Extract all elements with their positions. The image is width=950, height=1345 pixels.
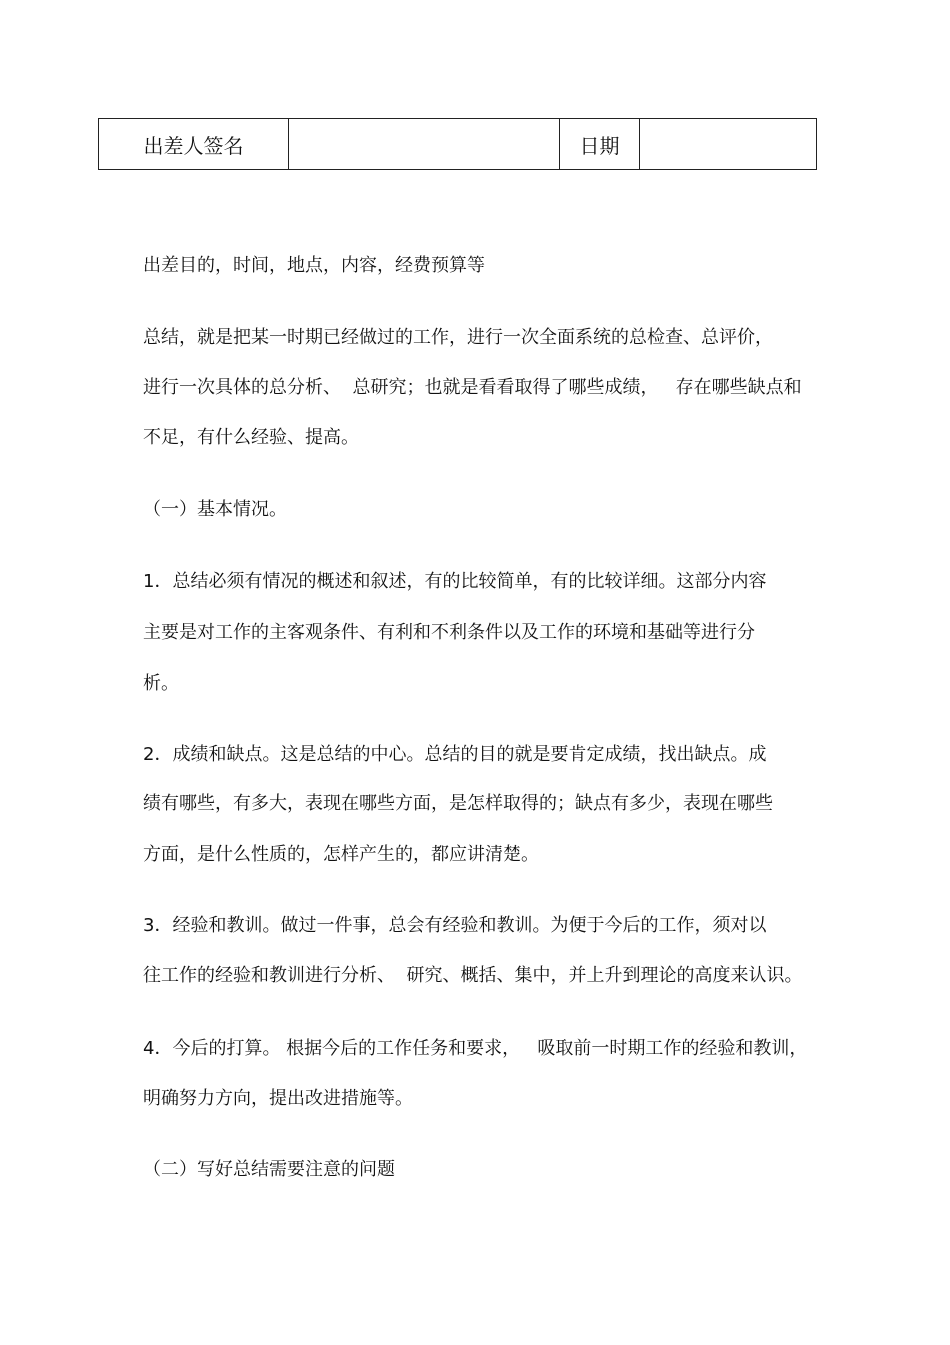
signer-field[interactable]	[289, 119, 560, 170]
item-1-line-3: 析。	[143, 673, 179, 694]
item-4-line-1: 4．今后的打算。 根据今后的工作任务和要求， 吸取前一时期工作的经验和教训，	[143, 1038, 808, 1059]
item-1-line-2: 主要是对工作的主客观条件、有利和不利条件以及工作的环境和基础等进行分	[143, 622, 755, 643]
date-label: 日期	[560, 119, 640, 170]
signature-table	[98, 118, 817, 170]
item-2-line-1: 2．成绩和缺点。这是总结的中心。总结的目的就是要肯定成绩，找出缺点。成	[143, 744, 767, 765]
intro-line-3: 不足，有什么经验、提高。	[143, 427, 359, 448]
item-2-line-3: 方面，是什么性质的，怎样产生的，都应讲清楚。	[143, 844, 539, 865]
date-field[interactable]	[640, 119, 817, 170]
signature-row	[99, 119, 817, 170]
item-1-line-1: 1．总结必须有情况的概述和叙述，有的比较简单，有的比较详细。这部分内容	[143, 571, 767, 592]
intro-line-2: 进行一次具体的总分析、 总研究；也就是看看取得了哪些成绩， 存在哪些缺点和	[143, 377, 802, 398]
section-heading-1: （一）基本情况。	[143, 499, 287, 520]
purpose-line: 出差目的，时间，地点，内容，经费预算等	[143, 255, 485, 276]
item-3-line-1: 3．经验和教训。做过一件事，总会有经验和教训。为便于今后的工作，须对以	[143, 915, 767, 936]
item-2-line-2: 绩有哪些，有多大，表现在哪些方面，是怎样取得的；缺点有多少，表现在哪些	[143, 793, 773, 814]
section-heading-2: （二）写好总结需要注意的问题	[143, 1159, 395, 1180]
intro-line-1: 总结，就是把某一时期已经做过的工作，进行一次全面系统的总检查、总评价，	[143, 327, 773, 348]
item-4-line-2: 明确努力方向，提出改进措施等。	[143, 1088, 413, 1109]
item-3-line-2: 往工作的经验和教训进行分析、 研究、概括、集中，并上升到理论的高度来认识。	[143, 965, 803, 986]
signer-label: 出差人签名	[99, 119, 289, 170]
